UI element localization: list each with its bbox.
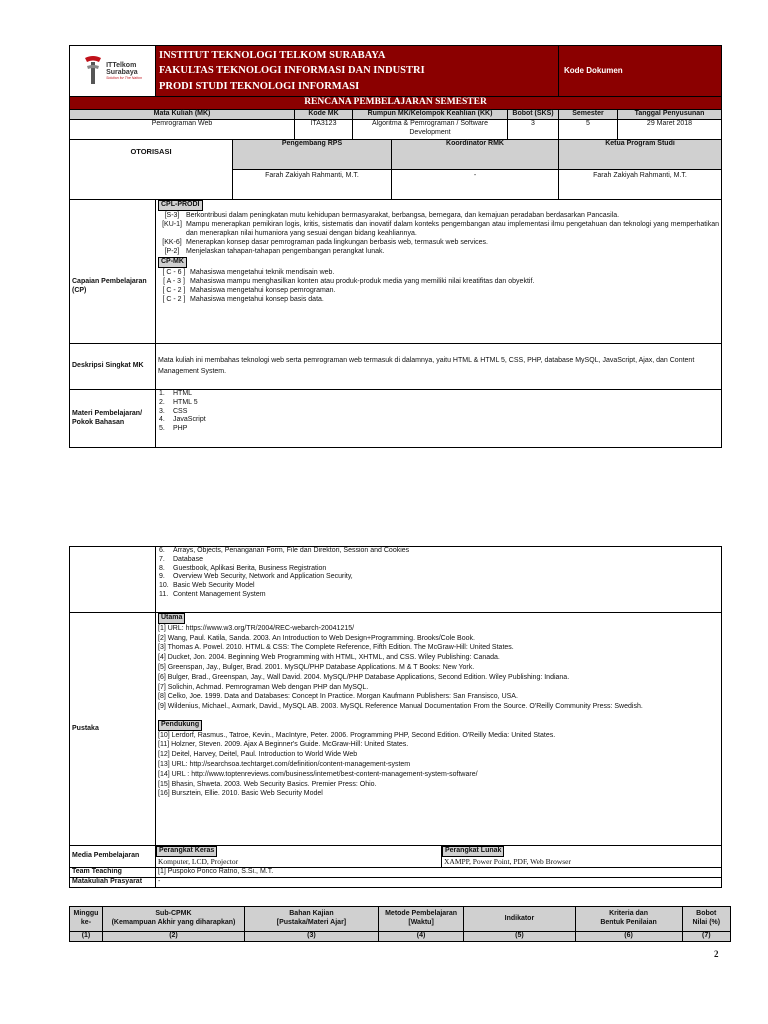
cpl-item: [KK-6] Menerapkan konsep dasar pemrograman pada lingkungan berbasis web, termasuk web services.	[162, 239, 488, 247]
sched-num: (6)	[575, 932, 682, 942]
institution-name: INSTITUT TEKNOLOGI TELKOM SURABAYA	[159, 50, 386, 62]
reference-item: [4] Ducket, Jon. 2004. Beginning Web Programming with HTML, XHTML, and CSS. Wiley Publishing: Canada.	[158, 654, 500, 662]
deskripsi-label: Deskripsi Singkat MK	[70, 344, 156, 390]
prasyarat-value: -	[156, 878, 722, 888]
reference-item: [11] Holzner, Steven. 2009. Ajax A Beginner's Guide. McGraw-Hill: United States.	[158, 741, 409, 749]
pustaka-label: Pustaka	[70, 613, 156, 846]
course-group: Algoritma & Pemrograman / Software Development	[353, 120, 508, 140]
reference-item: [15] Bhasin, Shweta. 2003. Web Security Basics. Premier Press: Ohio.	[158, 780, 377, 788]
cp-mk-item: [ C - 2 ] Mahasiswa mengetahui konsep basis data.	[162, 296, 324, 304]
sched-head-week: Minggu ke-	[70, 907, 103, 932]
cpl-item: [KU-1] Mampu menerapkan pemikiran logis, kritis, sistematis dan inovatif dalam konteks pengembangan atau implementasi ilmu pengetahuan dan teknologi yang memperhatikan dan menerapkan nilai humaniora yang sesuai dengan bidang keahliannya.	[162, 220, 720, 237]
col-head-group: Rumpun MK/Kelompok Keahlian (KK)	[353, 110, 508, 120]
team-value: [1] Puspoko Ponco Ratno, S.Si., M.T.	[156, 868, 722, 878]
hardware-header: Perangkat Keras	[156, 846, 217, 857]
logo-tagline: Solution for The Nation	[106, 75, 142, 80]
pustaka-pendukung-header: Pendukung	[158, 720, 202, 731]
media-hardware-cell	[156, 846, 442, 868]
cpl-prodi-header: CPL-PRODI	[158, 200, 203, 211]
reference-item: [9] Wildenius, Michael., Axmark, David., MySQL AB. 2003. MySQL Reference Manual Documentation From the Source. O'Reilly Community Press: Swedish.	[158, 703, 643, 711]
software-value: XAMPP, Power Point, PDF, Web Browser	[444, 856, 572, 866]
materi-label-cont	[70, 547, 156, 613]
materi-list-p2	[156, 547, 722, 613]
cp-mk-item: [ C - 6 ] Mahasiswa mengetahui teknik mendisain web.	[162, 268, 335, 276]
reference-item: [2] Wang, Paul. Katila, Sanda. 2003. An Introduction to Web Design+Programming. Brooks/Cole Book.	[158, 634, 475, 642]
institution-header	[156, 46, 559, 97]
prasyarat-label: Matakuliah Prasyarat	[70, 878, 156, 888]
materi-item: 11. Content Management System	[159, 590, 266, 598]
otorisasi-coordinator: -	[392, 170, 559, 200]
materi-item: 1. HTML	[159, 390, 193, 397]
logo-cell	[70, 46, 156, 97]
rps-continuation-table	[69, 546, 722, 888]
sched-head-bobot: Bobot Nilai (%)	[682, 907, 730, 932]
program-name: PRODI STUDI TEKNOLOGI INFORMASI	[159, 80, 360, 92]
team-label: Team Teaching	[70, 868, 156, 878]
col-head-semester: Semester	[559, 110, 618, 120]
cp-label: Capaian Pembelajaran (CP)	[70, 200, 156, 344]
col-head-course: Mata Kuliah (MK)	[70, 110, 295, 120]
reference-item: [8] Celko, Joe. 1999. Data and Databases: Concept In Practice. Morgan Kaufmann Publishers: San Fransisco, USA.	[158, 693, 518, 701]
pustaka-utama-list	[158, 624, 719, 712]
course-date: 29 Maret 2018	[618, 120, 722, 140]
reference-item: [3] Thomas A. Powel. 2010. HTML & CSS: The Complete Reference, Fifth Edition. The McGraw-Hill: United States.	[158, 644, 514, 652]
sched-head-kriteria: Kriteria dan Bentuk Penilaian	[575, 907, 682, 932]
materi-item: 9. Overview Web Security, Network and Application Security,	[159, 573, 353, 581]
reference-item: [12] Deitel, Harvey, Deitel, Paul. Introduction to World Wide Web	[158, 751, 358, 759]
logo-name: ITTelkom	[106, 61, 137, 69]
ittelkom-logo	[70, 54, 155, 88]
hardware-value: Komputer, LCD, Projector	[158, 856, 239, 866]
reference-item: [5] Greenspan, Jay., Bulger, Brad. 2001. MySQL/PHP Database Applications. M & T Books: New York.	[158, 663, 475, 671]
sched-head-metode: Metode Pembelajaran [Waktu]	[378, 907, 463, 932]
reference-item: [16] Bursztein, Ellie. 2010. Basic Web Security Model	[158, 790, 323, 798]
cpl-item: [P-2] Menjelaskan tahapan-tahapan pengembangan perangkat lunak.	[164, 248, 385, 256]
otorisasi-head-coordinator: Koordinator RMK	[392, 140, 559, 170]
col-head-code: Kode MK	[295, 110, 353, 120]
materi-item: 8. Guestbook, Aplikasi Berita, Business Registration	[159, 564, 327, 572]
sched-num: (2)	[102, 932, 244, 942]
page-number: 2	[714, 949, 719, 959]
otorisasi-head-chair: Ketua Program Studi	[559, 140, 722, 170]
cpl-prodi-list	[158, 211, 719, 256]
cp-mk-list	[158, 268, 719, 304]
course-name: Pemrograman Web	[70, 120, 295, 140]
sched-num: (7)	[682, 932, 730, 942]
reference-item: [14] URL : http://www.toptenreviews.com/business/internet/best-content-management-system-software/	[158, 770, 478, 778]
course-semester: 5	[559, 120, 618, 140]
cp-mk-header: CP-MK	[158, 257, 187, 268]
course-sks: 3	[508, 120, 559, 140]
software-header: Perangkat Lunak	[442, 846, 504, 857]
cp-mk-item: [ C - 2 ] Mahasiswa mengetahui konsep pemrograman.	[162, 287, 336, 295]
sched-num: (4)	[378, 932, 463, 942]
sched-num: (1)	[70, 932, 103, 942]
cp-mk-item: [ A - 3 ] Mahasiswa mampu menghasilkan konten atau produk-produk media yang memiliki nilai kreatifitas dan obyektif.	[163, 278, 535, 286]
sched-num: (5)	[464, 932, 575, 942]
pustaka-pendukung-list	[158, 731, 719, 800]
materi-item: 4. JavaScript	[159, 416, 206, 424]
logo-city: Surabaya	[106, 69, 138, 77]
col-head-date: Tanggal Penyusunan	[618, 110, 722, 120]
logo-emblem-icon	[83, 54, 103, 88]
materi-list-p1	[156, 390, 722, 448]
otorisasi-head-developer: Pengembang RPS	[233, 140, 392, 170]
otorisasi-developer: Farah Zakiyah Rahmanti, M.T.	[233, 170, 392, 200]
reference-item: [7] Solichin, Achmad. Pemrograman Web dengan PHP dan MySQL.	[158, 683, 369, 691]
reference-item: [1] URL: https://www.w3.org/TR/2004/REC-webarch-20041215/	[158, 624, 355, 632]
deskripsi-text: Mata kuliah ini membahas teknologi web serta pemrograman web termasuk di dalamnya, yaitu HTML & HTML 5, CSS, PHP, database MySQL, JavaScript, Ajax, dan Content Management System.	[156, 344, 722, 390]
pustaka-utama-header: Utama	[158, 613, 185, 624]
media-label: Media Pembelajaran	[70, 846, 156, 868]
faculty-name: FAKULTAS TEKNOLOGI INFORMASI DAN INDUSTRI	[159, 65, 425, 77]
pustaka-content	[156, 613, 722, 846]
materi-item: 6. Arrays, Objects, Penanganan Form, File dan Direktori, Session and Cookies	[159, 547, 410, 554]
materi-item: 2. HTML 5	[159, 398, 198, 406]
materi-label: Materi Pembelajaran/ Pokok Bahasan	[70, 390, 156, 448]
course-code: ITA3123	[295, 120, 353, 140]
cpl-item: [S-3] Berkontribusi dalam peningkatan mutu kehidupan bermasyarakat, berbangsa, bernegara, dan kemajuan peradaban berdasarkan Pancasila.	[164, 211, 620, 219]
rps-main-table	[69, 45, 722, 448]
schedule-header-table	[69, 906, 731, 942]
sched-num: (3)	[245, 932, 379, 942]
reference-item: [10] Lerdorf, Rasmus., Tatroe, Kevin., MacIntyre, Peter. 2006. Programming PHP, Second Edition. O'Reilly Media: United States.	[158, 731, 556, 739]
media-software-cell	[442, 846, 722, 868]
sched-head-subcpmk: Sub-CPMK (Kemampuan Akhir yang diharapkan)	[102, 907, 244, 932]
sched-head-indikator: Indikator	[464, 907, 575, 932]
materi-item: 7. Database	[159, 555, 203, 563]
otorisasi-chair: Farah Zakiyah Rahmanti, M.T.	[559, 170, 722, 200]
materi-item: 5. PHP	[159, 425, 188, 432]
cp-content	[156, 200, 722, 344]
sched-head-bahan: Bahan Kajian [Pustaka/Materi Ajar]	[245, 907, 379, 932]
reference-item: [13] URL: http://searchsoa.techtarget.com/definition/content-management-system	[158, 761, 411, 769]
materi-item: 10. Basic Web Security Model	[159, 582, 255, 589]
materi-item: 3. CSS	[159, 407, 188, 415]
otorisasi-label: OTORISASI	[70, 140, 233, 200]
reference-item: [6] Bulger, Brad., Greenspan, Jay., Wall David. 2004. MySQL/PHP Database Applications, Second Edition. Wiley Publishing: Indiana.	[158, 673, 570, 681]
doc-title: RENCANA PEMBELAJARAN SEMESTER	[70, 97, 722, 110]
doc-code-label: Kode Dokumen	[559, 46, 722, 97]
col-head-sks: Bobot (SKS)	[508, 110, 559, 120]
